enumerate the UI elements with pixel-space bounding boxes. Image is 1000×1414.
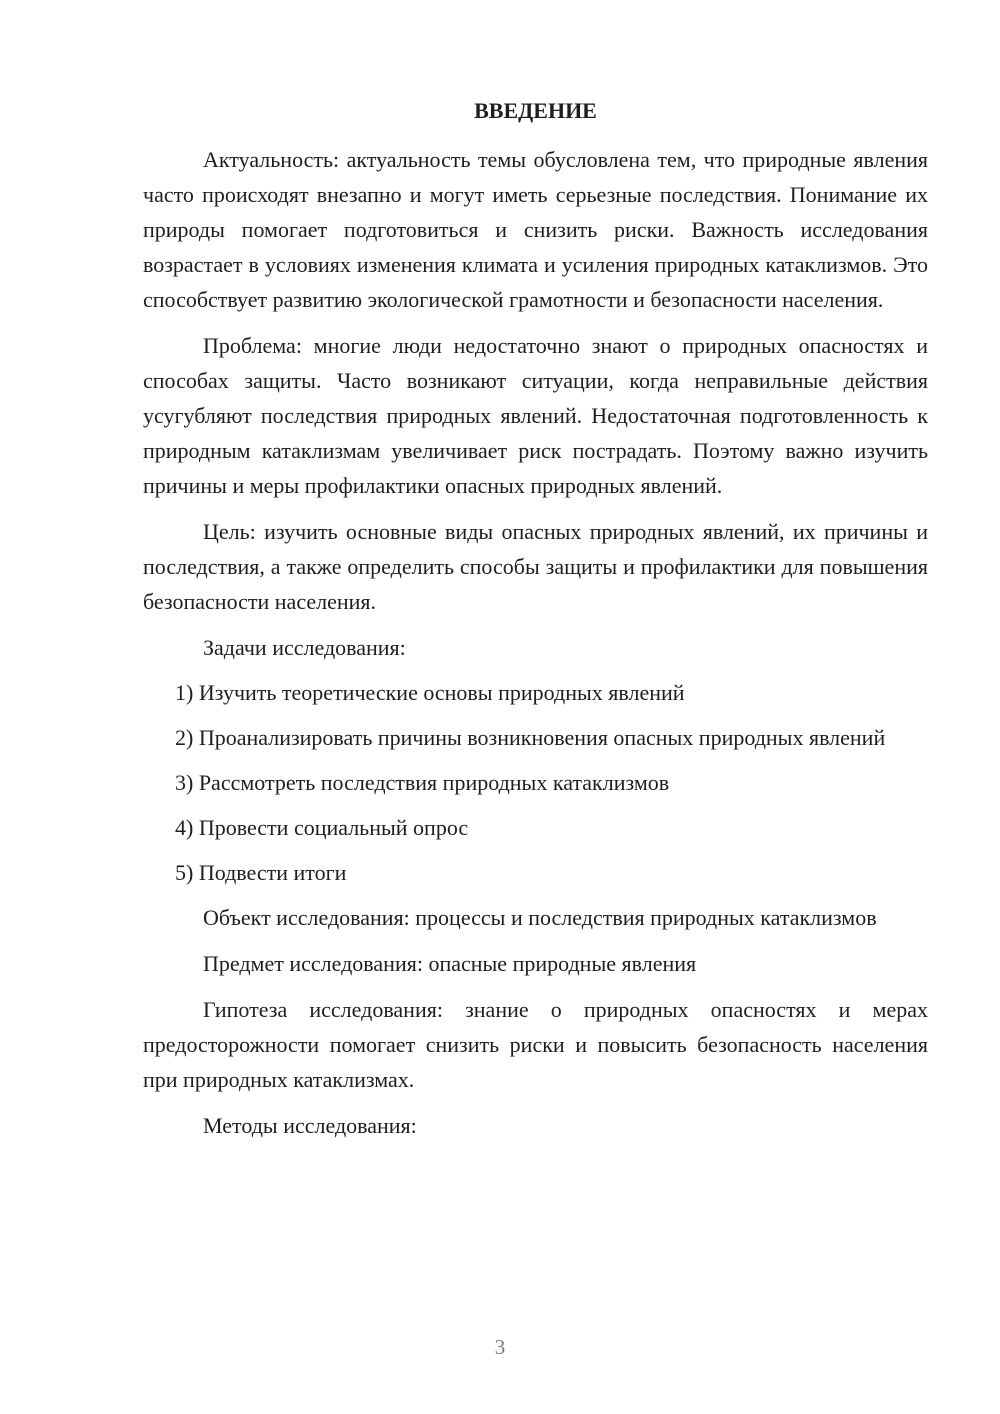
list-item: 1) Изучить теоретические основы природных явлений	[175, 680, 685, 705]
document-page	[143, 96, 928, 1154]
section-heading: ВВЕДЕНИЕ	[474, 98, 597, 123]
list-item: 3) Рассмотреть последствия природных катаклизмов	[175, 770, 670, 795]
tasks-intro: Задачи исследования:	[203, 635, 406, 660]
problem-paragraph: Проблема: многие люди недостаточно знают о природных опасностях и способах защиты. Часто возникают ситуации, когда неправильные действия усугубляют последствия природных явлений. Недостаточная подготовленность к природным катаклизмам увеличивает риск пострадать. Поэтому важно изучить причины и меры профилактики опасных природных явлений.	[143, 333, 928, 498]
list-item: 4) Провести социальный опрос	[175, 815, 469, 840]
tasks-list	[143, 675, 928, 890]
goal-paragraph: Цель: изучить основные виды опасных природных явлений, их причины и последствия, а также определить способы защиты и профилактики для повышения безопасности населения.	[143, 519, 928, 614]
methods-paragraph: Методы исследования:	[203, 1113, 417, 1138]
page-number: 3	[494, 1335, 506, 1359]
list-item: 2) Проанализировать причины возникновения опасных природных явлений	[175, 725, 886, 750]
hypothesis-paragraph: Гипотеза исследования: знание о природных опасностях и мерах предосторожности помогает снизить риски и повысить безопасность населения при природных катаклизмах.	[143, 997, 928, 1092]
object-paragraph: Объект исследования: процессы и последствия природных катаклизмов	[203, 905, 877, 930]
relevance-paragraph: Актуальность: актуальность темы обусловлена тем, что природные явления часто происходят внезапно и могут иметь серьезные последствия. Понимание их природы помогает подготовиться и снизить риски. Важность исследования возрастает в условиях изменения климата и усиления природных катаклизмов. Это способствует развитию экологической грамотности и безопасности населения.	[143, 147, 928, 312]
list-item: 5) Подвести итоги	[175, 860, 347, 885]
subject-paragraph: Предмет исследования: опасные природные явления	[203, 951, 697, 976]
